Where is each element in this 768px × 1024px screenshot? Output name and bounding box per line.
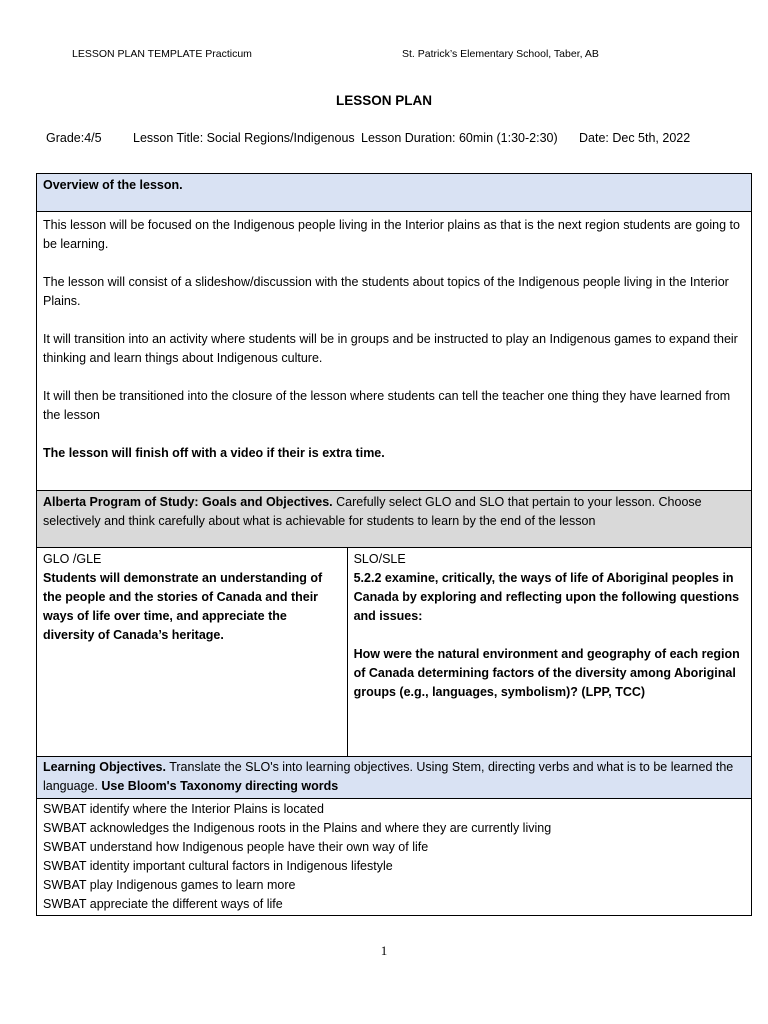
learning-heading: Learning Objectives. [43,760,166,774]
glo-text: Students will demonstrate an understanding of the people and the stories of Canada and their ways of life over time, and appreciate the diversity of Canada’s heritage. [43,571,323,642]
program-text: Carefully select GLO and SLO that pertain to your lesson. Choose selectively and think carefully about what is achievable for students to learn by the end of the lesson [43,495,702,528]
learning-bold-tail: Use Bloom's Taxonomy directing words [101,779,339,793]
learning-text: Translate the SLO's into learning objectives. Using Stem, directing verbs and what is to be learned the language. [43,760,734,793]
learning-objectives-list [37,799,752,916]
slo-text: 5.2.2 examine, critically, the ways of life of Aboriginal peoples in Canada by exploring and reflecting upon the following questions and issues: [353,571,740,623]
overview-final: The lesson will finish off with a video if their is extra time. [43,446,385,460]
lesson-duration: Lesson Duration: 60min (1:30-2:30) [361,131,558,145]
overview-heading-cell [37,174,752,212]
lesson-meta [46,131,690,145]
overview-paragraph: It will transition into an activity where students will be in groups and be instructed to play an Indigenous games to expand their thinking and learn things about Indigenous culture. [43,332,738,365]
list-item: SWBAT play Indigenous games to learn more [43,878,296,892]
slo-label: SLO/SLE [353,552,406,566]
glo-label: GLO /GLE [43,552,102,566]
overview-body-cell [37,212,752,491]
page-title: LESSON PLAN [335,93,432,108]
header-left: LESSON PLAN TEMPLATE Practicum [72,48,252,60]
list-item: SWBAT acknowledges the Indigenous roots in the Plains and where they are currently living [43,821,552,835]
grade: Grade:4/5 [46,131,102,145]
overview-heading: Overview of the lesson. [43,178,183,192]
list-item: SWBAT appreciate the different ways of life [43,897,283,911]
list-item: SWBAT understand how Indigenous people have their own way of life [43,840,429,854]
list-item: SWBAT identify where the Interior Plains is located [43,802,324,816]
program-cell [37,491,752,548]
overview-paragraph: It will then be transitioned into the closure of the lesson where students can tell the teacher one thing they have learned from the lesson [43,389,731,422]
glo-cell [37,548,348,757]
page-number: 1 [380,943,388,958]
overview-paragraph: This lesson will be focused on the Indigenous people living in the Interior plains as that is the next region students are going to be learning. [43,218,740,251]
slo-question: How were the natural environment and geography of each region of Canada determining factors of the diversity among Aboriginal groups (e.g., languages, symbolism)? (LPP, TCC) [353,647,740,699]
learning-objectives-heading-cell [37,757,752,799]
overview-paragraph: The lesson will consist of a slideshow/discussion with the students about topics of the Indigenous people living in the Interior Plains. [43,275,729,308]
list-item: SWBAT identity important cultural factors in Indigenous lifestyle [43,859,393,873]
lesson-title: Lesson Title: Social Regions/Indigenous [133,131,355,145]
program-heading: Alberta Program of Study: Goals and Objectives. [43,495,333,509]
lesson-plan-table [36,173,752,916]
header-right: St. Patrick’s Elementary School, Taber, AB [402,48,599,60]
lesson-date: Date: Dec 5th, 2022 [579,131,691,145]
slo-cell [347,548,751,757]
